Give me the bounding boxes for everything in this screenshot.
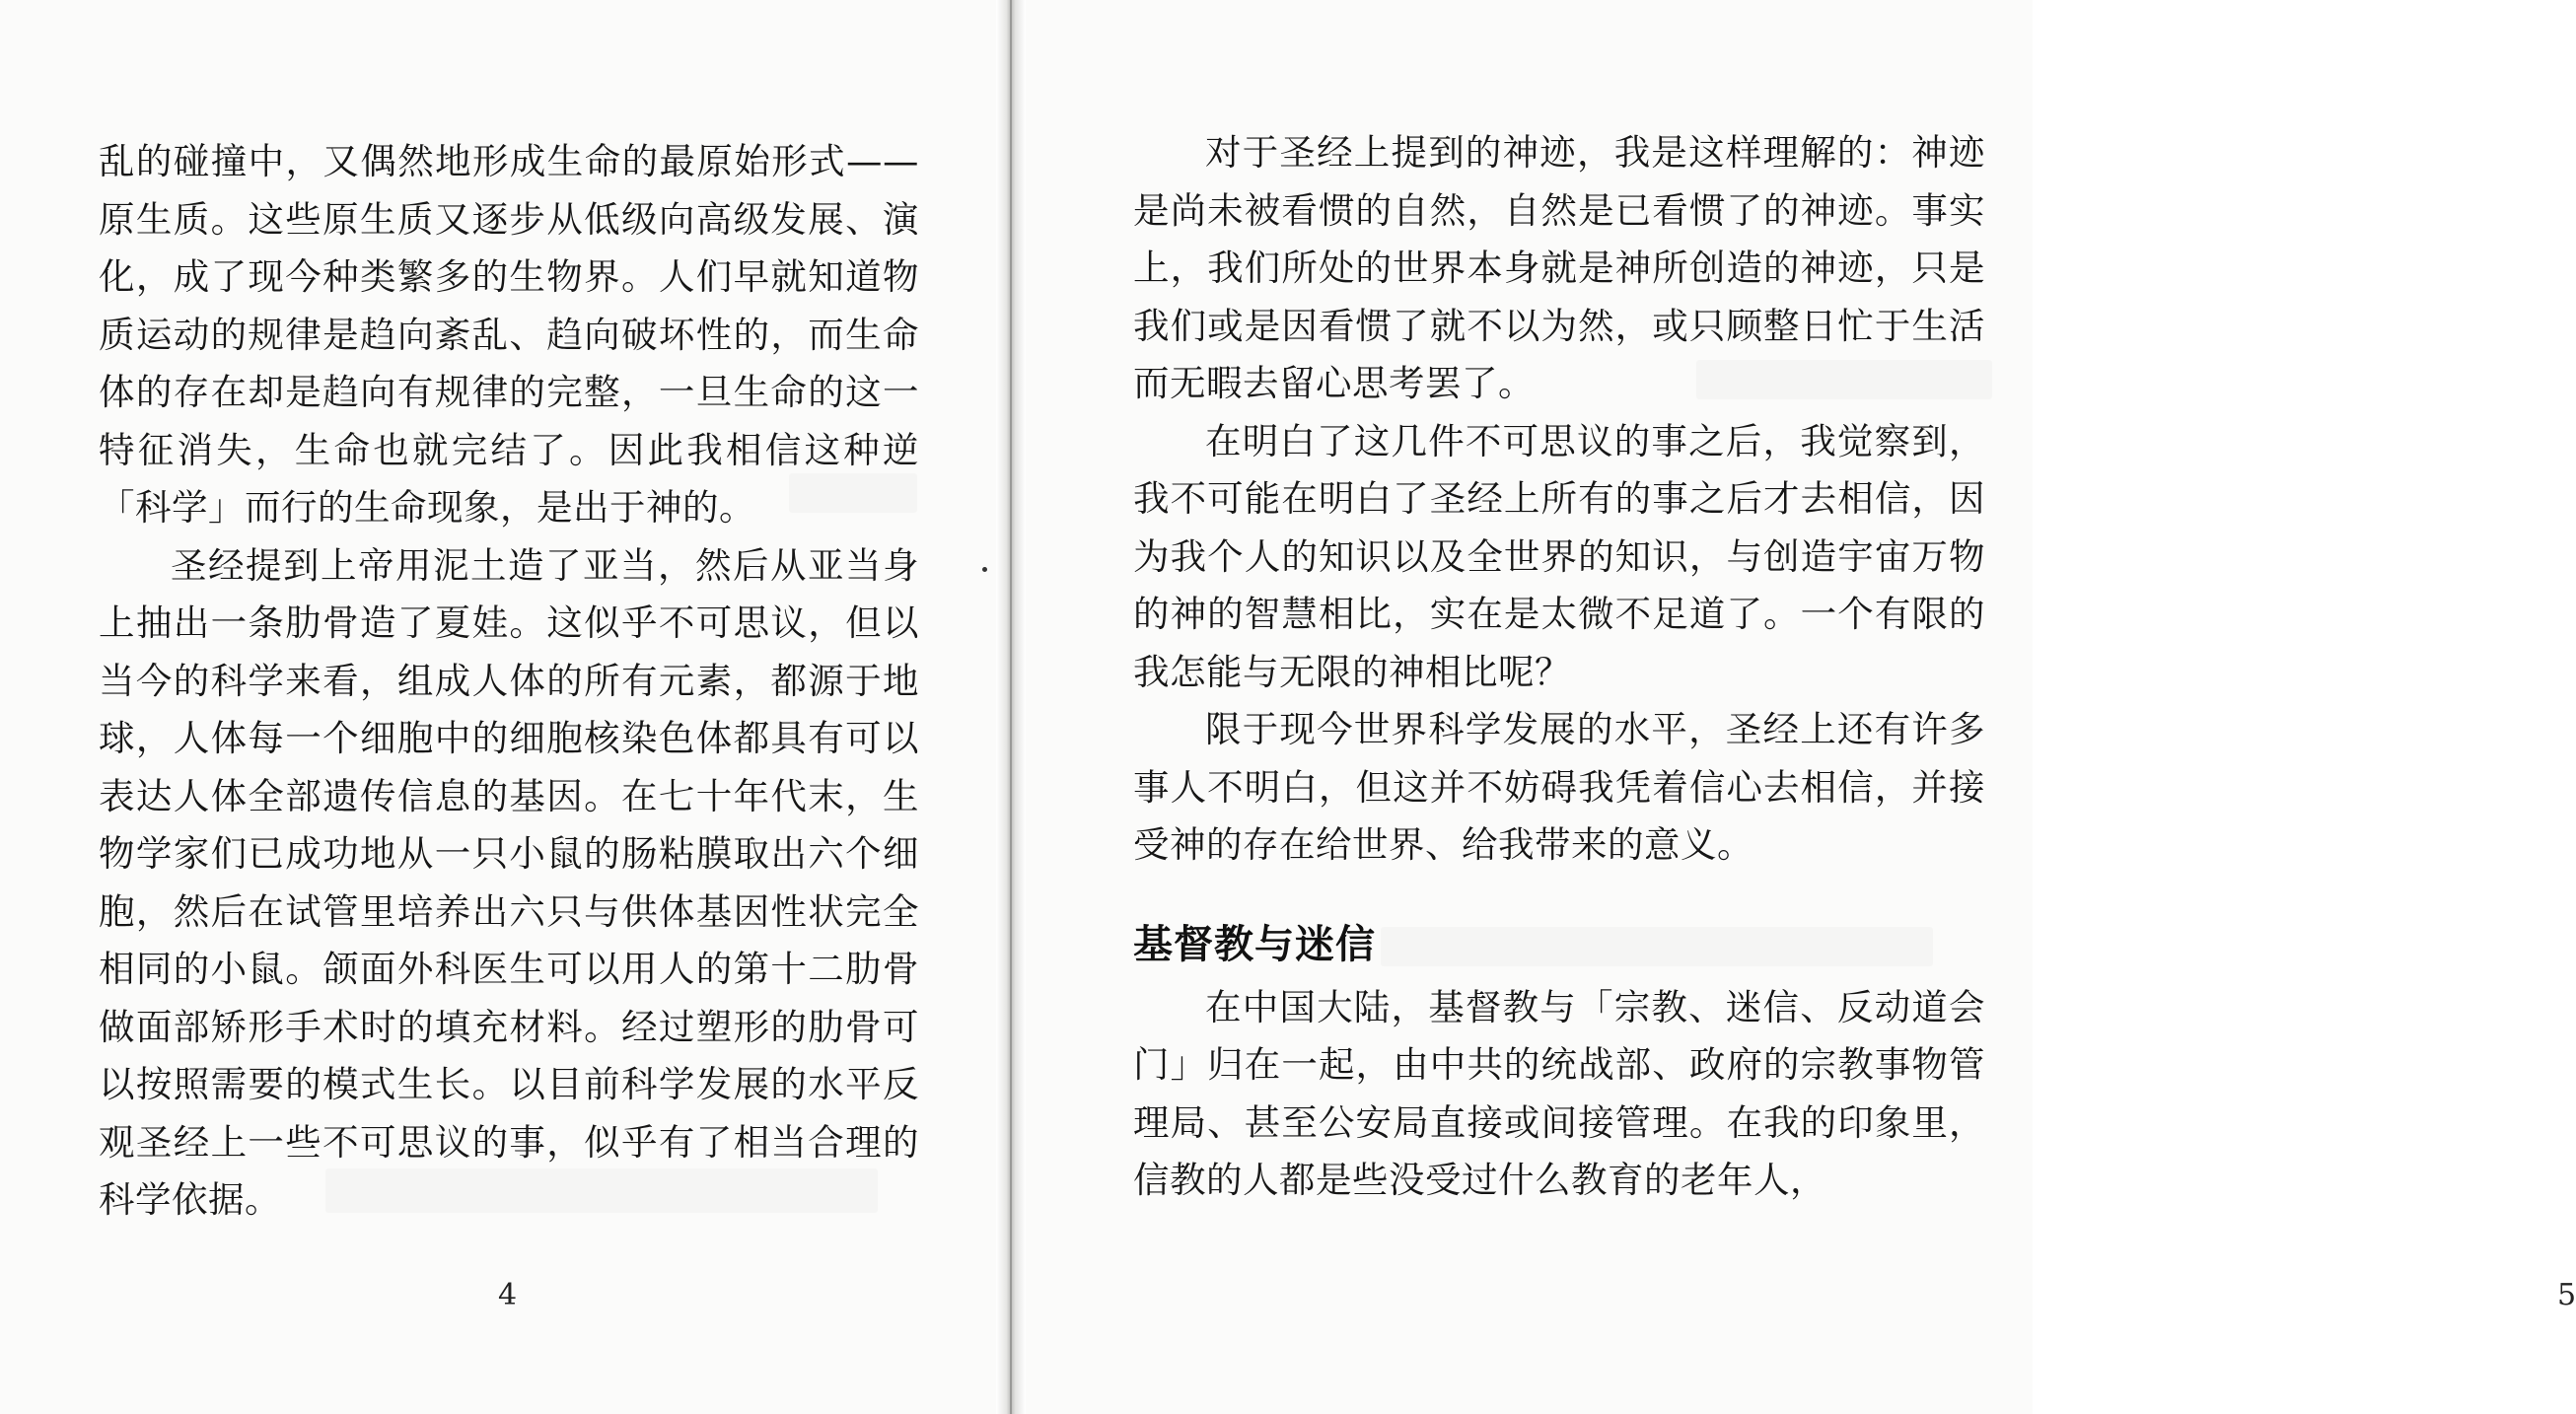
left-paragraph-1: 乱的碰撞中，又偶然地形成生命的最原始形式——原生质。这些原生质又逐步从低级向高级发展、演化，成了现今种类繁多的生物界。人们早就知道物质运动的规律是趋向紊乱、趋向破坏性的，而生命体的存在却是趋向有规律的完整，一旦生命的这一特征消失，生命也就完结了。因此我相信这种逆「科学」而行的生命现象，是出于神的。 [99, 140, 919, 529]
left-page [0, 0, 996, 1414]
right-paragraph-1: 对于圣经上提到的神迹，我是这样理解的：神迹是尚未被看惯的自然，自然是已看惯了的神迹。事实上，我们所处的世界本身就是神所创造的神迹，只是我们或是因看惯了就不以为然，或只顾整日忙于生活而无暇去留心思考罢了。 [1133, 131, 1985, 404]
left-page-body [99, 133, 919, 1230]
section-heading: 基督教与迷信 [1133, 921, 1376, 967]
page-number-right: 5 [2557, 1278, 2576, 1312]
gutter-fold-line [1010, 0, 1012, 1414]
right-paragraph-2: 在明白了这几件不可思议的事之后，我觉察到，我不可能在明白了圣经上所有的事之后才去相信，因为我个人的知识以及全世界的知识，与创造宇宙万物的神的智慧相比，实在是太微不足道了。一个有限的我怎能与无限的神相比呢？ [1133, 419, 1985, 693]
page-number-left: 4 [498, 1278, 518, 1312]
right-paragraph-3: 限于现今世界科学发展的水平，圣经上还有许多事人不明白，但这并不妨碍我凭着信心去相信，并接受神的存在给世界、给我带来的意义。 [1133, 708, 1985, 866]
section-paragraph-1: 在中国大陆，基督教与「宗教、迷信、反动道会门」归在一起，由中共的统战部、政府的宗教事物管理局、甚至公安局直接或间接管理。在我的印象里，信教的人都是些没受过什么教育的老年人， [1133, 985, 1985, 1201]
right-page [1026, 0, 2576, 1414]
scan-speck [982, 567, 987, 572]
right-page-body [1133, 124, 1985, 1210]
left-paragraph-2: 圣经提到上帝用泥土造了亚当，然后从亚当身上抽出一条肋骨造了夏娃。这似乎不可思议，但以当今的科学来看，组成人体的所有元素，都源于地球，人体每一个细胞中的细胞核染色体都具有可以表达人体全部遗传信息的基因。在七十年代末，生物学家们已成功地从一只小鼠的肠粘膜取出六个细胞，然后在试管里培养出六只与供体基因性状完全相同的小鼠。颌面外科医生可以用人的第十二肋骨做面部矫形手术时的填充材料。经过塑形的肋骨可以按照需要的模式生长。以目前科学发展的水平反观圣经上一些不可思议的事，似乎有了相当合理的科学依据。 [99, 543, 919, 1221]
